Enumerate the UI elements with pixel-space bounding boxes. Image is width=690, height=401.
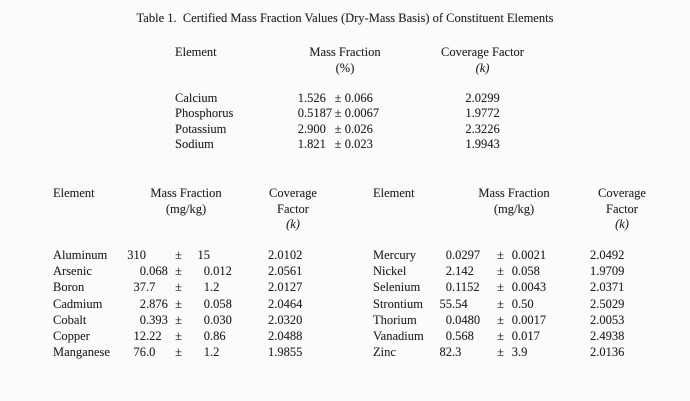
value-frac	[146, 247, 174, 263]
coverage-factor-cell: 2.0464	[268, 296, 303, 311]
unit-label: (mg/kg)	[165, 201, 207, 216]
coverage-factor-cell: 1.9709	[590, 264, 625, 279]
coverage-factor-cell: 1.9855	[268, 345, 303, 360]
uncertainty-frac: .2	[210, 345, 220, 360]
uncertainty-frac: .0021	[518, 248, 547, 262]
uncertainty-int: 3	[511, 345, 518, 360]
column-header-mass-fraction	[136, 186, 236, 217]
plus-minus-symbol: ±	[175, 345, 182, 360]
value-frac: .0	[146, 345, 156, 360]
factor-label: Factor	[606, 201, 638, 216]
plus-minus-symbol: ±	[175, 264, 182, 279]
uncertainty-int: 0	[511, 264, 518, 279]
uncertainty-frac: .066	[351, 91, 373, 105]
coverage-factor-cell: 2.0299	[465, 91, 500, 105]
plus-minus-symbol: ±	[497, 329, 504, 344]
element-cell: Selenium	[373, 280, 421, 295]
uncertainty-int: 0	[344, 121, 351, 136]
element-cell: Vanadium	[373, 329, 424, 344]
value-int: 0	[445, 329, 452, 344]
table-row	[175, 122, 540, 137]
uncertainty-frac: .017	[518, 329, 540, 344]
uncertainty-frac: .023	[351, 137, 373, 152]
uncertainty-int: 0	[203, 312, 210, 327]
value-frac: .7	[146, 280, 156, 295]
value-int: 2	[445, 264, 452, 279]
uncertainty-int: 0	[511, 248, 518, 262]
value-frac: .54	[452, 296, 468, 311]
coverage-factor-cell: 2.0102	[268, 248, 303, 262]
plus-minus-symbol: ±	[497, 248, 504, 262]
uncertainty-int: 0	[511, 280, 518, 295]
element-cell: Nickel	[373, 264, 407, 279]
value-int: 0	[139, 264, 146, 279]
value-int: 0	[445, 248, 452, 262]
uncertainty-int: 0	[344, 137, 351, 152]
table-title: Table 1. Certified Mass Fraction Values (Dry-Mass Basis) of Constituent Elements	[136, 11, 554, 25]
plus-minus-symbol: ±	[497, 312, 504, 327]
element-cell: Potassium	[175, 121, 227, 136]
element-cell: Cadmium	[53, 296, 103, 311]
uncertainty-frac: .058	[518, 264, 540, 279]
coverage-factor-cell: 1.9943	[465, 137, 500, 152]
column-header-coverage-factor	[425, 45, 540, 76]
uncertainty-int: 0	[511, 329, 518, 344]
coverage-factor-cell: 2.4938	[590, 329, 625, 344]
table-row	[373, 296, 635, 312]
element-cell: Thorium	[373, 312, 417, 327]
k-label: (k)	[286, 217, 300, 231]
uncertainty-frac: .058	[210, 296, 232, 311]
element-cell: Cobalt	[53, 312, 87, 327]
value-int: 37	[133, 280, 146, 295]
table-row	[53, 263, 313, 279]
value-int: 0	[445, 312, 452, 327]
value-int: 310	[127, 248, 146, 262]
plus-minus-symbol: ±	[175, 296, 182, 311]
element-cell: Sodium	[175, 137, 214, 152]
k-label: (k)	[475, 60, 490, 75]
table-row	[373, 328, 635, 344]
table-body	[175, 91, 540, 153]
uncertainty-frac: .50	[518, 296, 534, 311]
coverage-factor-cell: 2.0127	[268, 280, 303, 295]
value-frac: .393	[146, 312, 168, 327]
uncertainty-int: 0	[344, 91, 351, 105]
plus-minus-symbol: ±	[497, 296, 504, 311]
uncertainty-frac: .9	[518, 345, 528, 360]
value-frac: .0297	[452, 248, 481, 262]
column-header-coverage-factor	[582, 186, 662, 233]
uncertainty-frac: .2	[210, 280, 220, 295]
table-row	[373, 344, 635, 360]
coverage-factor-cell: 2.0320	[268, 312, 303, 327]
column-header-element: Element	[53, 186, 95, 200]
coverage-factor-cell: 1.9772	[465, 106, 500, 121]
column-header-element: Element	[175, 45, 217, 59]
coverage-factor-cell: 2.3226	[465, 121, 500, 136]
plus-minus-symbol: ±	[334, 91, 342, 105]
element-cell: Aluminum	[53, 248, 108, 262]
value-frac: .068	[146, 264, 168, 279]
value-frac: .900	[304, 121, 326, 136]
uncertainty-frac	[210, 247, 240, 263]
table-row	[53, 344, 313, 360]
value-int: 82	[439, 345, 452, 360]
element-cell: Calcium	[175, 91, 218, 105]
element-cell: Arsenic	[53, 264, 92, 279]
coverage-factor-cell: 2.0492	[590, 248, 625, 262]
unit-label: (%)	[335, 60, 355, 75]
coverage-factor-cell: 2.0136	[590, 345, 625, 360]
element-cell: Boron	[53, 280, 85, 295]
uncertainty-frac: .0017	[518, 312, 547, 327]
value-int: 2	[297, 121, 304, 136]
value-frac: .22	[146, 329, 162, 344]
uncertainty-int: 0	[203, 329, 210, 344]
element-cell: Strontium	[373, 296, 424, 311]
uncertainty-int: 0	[511, 296, 518, 311]
element-cell: Zinc	[373, 345, 396, 360]
uncertainty-frac: .030	[210, 312, 232, 327]
value-int: 2	[139, 296, 146, 311]
plus-minus-symbol: ±	[334, 106, 342, 121]
uncertainty-int: 15	[197, 248, 210, 262]
element-cell: Copper	[53, 329, 90, 344]
table-mass-fraction-mgkg-right	[373, 186, 690, 366]
value-int: 12	[133, 329, 146, 344]
plus-minus-symbol: ±	[497, 264, 504, 279]
plus-minus-symbol: ±	[497, 345, 504, 360]
table-row	[373, 263, 635, 279]
unit-label: (mg/kg)	[493, 201, 535, 216]
value-frac: .821	[304, 137, 326, 152]
table-row	[175, 91, 540, 106]
uncertainty-int: 1	[203, 345, 210, 360]
uncertainty-frac: .012	[210, 264, 232, 279]
uncertainty-frac: .0067	[351, 106, 380, 121]
value-int: 1	[297, 137, 304, 152]
table-mass-fraction-mgkg-left	[53, 186, 373, 366]
table-row	[53, 328, 313, 344]
value-frac: .3	[452, 345, 462, 360]
table-row	[53, 247, 313, 263]
column-header-mass-fraction	[464, 186, 564, 217]
value-frac: .142	[452, 264, 474, 279]
uncertainty-int: 0	[203, 264, 210, 279]
mass-fraction-label: Mass Fraction	[478, 186, 550, 200]
coverage-factor-cell: 2.0053	[590, 312, 625, 327]
plus-minus-symbol: ±	[497, 280, 504, 295]
column-header-coverage-factor	[253, 186, 333, 233]
element-cell: Phosphorus	[175, 106, 234, 121]
coverage-factor-cell: 2.0488	[268, 329, 303, 344]
value-frac: .526	[304, 91, 326, 105]
coverage-factor-cell: 2.0561	[268, 264, 303, 279]
column-header-mass-fraction	[295, 45, 395, 76]
value-frac: .1152	[452, 280, 480, 295]
uncertainty-int: 1	[203, 280, 210, 295]
factor-label: Factor	[277, 201, 309, 216]
value-frac: .0480	[452, 312, 481, 327]
value-int: 1	[297, 91, 304, 105]
plus-minus-symbol: ±	[334, 121, 342, 136]
table-row	[53, 279, 313, 295]
value-int: 0	[139, 312, 146, 327]
table-mass-fraction-percent	[175, 45, 690, 155]
uncertainty-int: 0	[511, 312, 518, 327]
table-body	[373, 247, 635, 360]
k-label: (k)	[615, 217, 629, 231]
value-int: 0	[297, 106, 304, 121]
coverage-label: Coverage	[269, 186, 317, 200]
table-row	[53, 312, 313, 328]
value-frac: .876	[146, 296, 168, 311]
uncertainty-int: 0	[344, 106, 351, 121]
value-frac: .5187	[304, 106, 333, 121]
column-header-element: Element	[373, 186, 415, 200]
table-row	[175, 106, 540, 121]
mass-fraction-label: Mass Fraction	[150, 186, 222, 200]
table-row	[53, 296, 313, 312]
value-int: 0	[445, 280, 452, 295]
coverage-factor-cell: 2.5029	[590, 296, 625, 311]
plus-minus-symbol: ±	[175, 312, 182, 327]
value-frac: .568	[452, 329, 474, 344]
table-row	[373, 279, 635, 295]
table-row	[373, 312, 635, 328]
table-row	[175, 137, 540, 152]
uncertainty-frac: .026	[351, 121, 373, 136]
coverage-label: Coverage	[598, 186, 646, 200]
plus-minus-symbol: ±	[334, 137, 342, 152]
uncertainty-frac: .86	[210, 329, 226, 344]
element-cell: Manganese	[53, 345, 110, 360]
element-cell: Mercury	[373, 248, 417, 262]
plus-minus-symbol: ±	[175, 329, 182, 344]
mass-fraction-label: Mass Fraction	[309, 45, 381, 59]
table-row	[373, 247, 635, 263]
plus-minus-symbol: ±	[175, 280, 182, 295]
uncertainty-frac: .0043	[518, 280, 547, 295]
value-int: 76	[133, 345, 146, 360]
value-int: 55	[439, 296, 452, 311]
coverage-factor-label: Coverage Factor	[441, 45, 524, 59]
uncertainty-int: 0	[203, 296, 210, 311]
table-body	[53, 247, 313, 360]
plus-minus-symbol: ±	[175, 248, 182, 262]
coverage-factor-cell: 2.0371	[590, 280, 625, 295]
